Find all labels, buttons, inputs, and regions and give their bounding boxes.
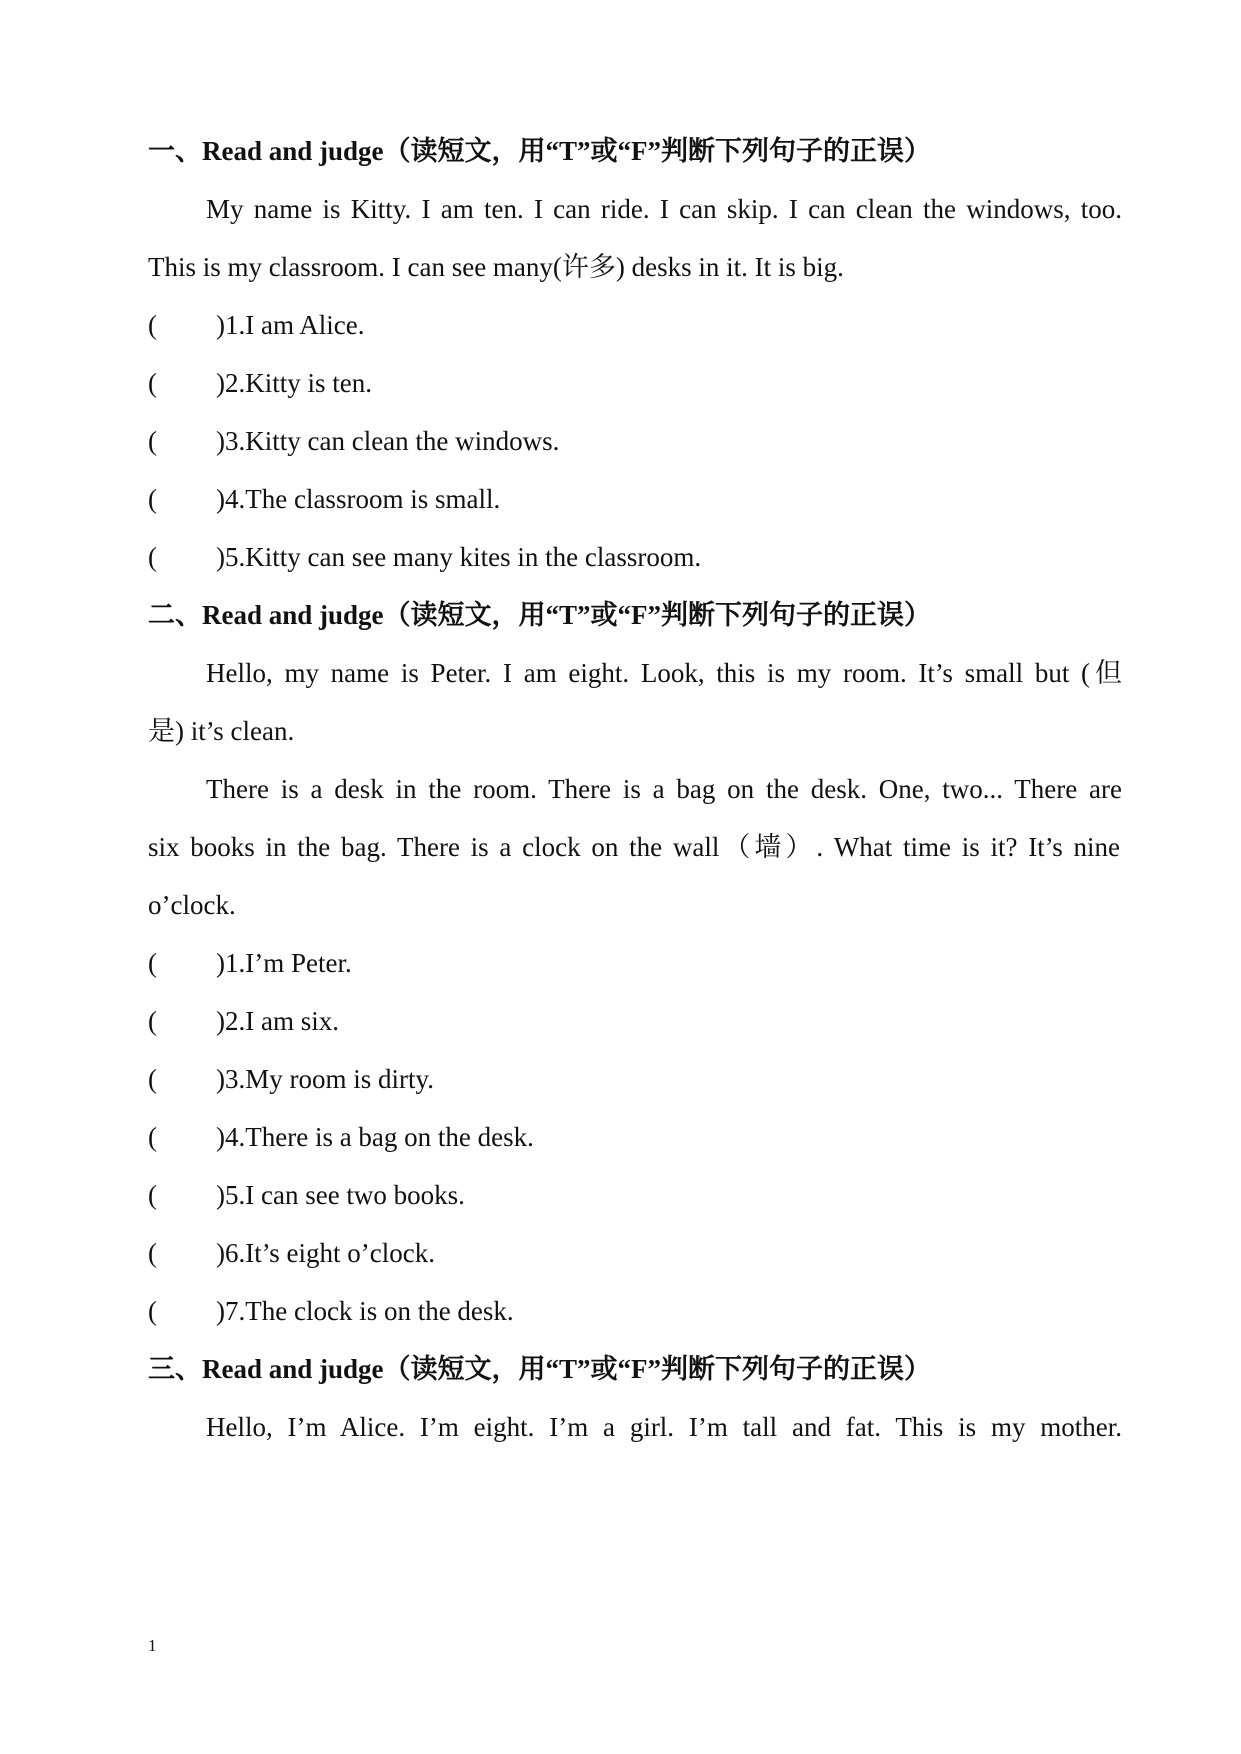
section-1-question-3: [148, 423, 1128, 459]
section-2-question-2: [148, 1003, 1128, 1039]
question-text: )1.I’m Peter.: [216, 948, 352, 978]
section-2-heading: 二、Read and judge（读短文，用“T”或“F”判断下列句子的正误）: [148, 600, 932, 630]
section-2-question-7: [148, 1293, 1128, 1329]
answer-blank[interactable]: (: [148, 310, 157, 340]
answer-blank[interactable]: (: [148, 542, 157, 572]
section-2-question-1: [148, 945, 1128, 981]
section-1-question-5: [148, 539, 1128, 575]
section-1-question-4: [148, 481, 1128, 517]
answer-blank[interactable]: (: [148, 1238, 157, 1268]
section-2-passage-line-2: 是) it’s clean.: [148, 716, 295, 746]
question-text: )6.It’s eight o’clock.: [216, 1238, 435, 1268]
answer-blank[interactable]: (: [148, 1006, 157, 1036]
answer-blank[interactable]: (: [148, 484, 157, 514]
answer-blank[interactable]: (: [148, 1180, 157, 1210]
answer-blank[interactable]: (: [148, 368, 157, 398]
question-text: )7.The clock is on the desk.: [216, 1296, 514, 1326]
section-2-passage-line-4: six books in the bag. There is a clock on the wall（墙）. What time is it? It’s nine: [148, 832, 1120, 862]
question-text: )4.The classroom is small.: [216, 484, 501, 514]
section-2-passage-line-3: There is a desk in the room. There is a bag on the desk. One, two... There are: [206, 774, 1122, 804]
question-text: )5.Kitty can see many kites in the classroom.: [216, 542, 702, 572]
section-2-question-6: [148, 1235, 1128, 1271]
answer-blank[interactable]: (: [148, 426, 157, 456]
section-2-question-4: [148, 1119, 1128, 1155]
section-2-passage-line-5: o’clock.: [148, 890, 236, 920]
section-1-passage-line-1: My name is Kitty. I am ten. I can ride. I can skip. I can clean the windows, too.: [206, 194, 1122, 224]
answer-blank[interactable]: (: [148, 1296, 157, 1326]
question-text: )3.My room is dirty.: [216, 1064, 434, 1094]
question-text: )2.Kitty is ten.: [216, 368, 372, 398]
section-1-question-1: [148, 307, 1128, 343]
section-1-heading: 一、Read and judge（读短文，用“T”或“F”判断下列句子的正误）: [148, 136, 932, 166]
section-3-heading: 三、Read and judge（读短文，用“T”或“F”判断下列句子的正误）: [148, 1354, 932, 1384]
question-text: )3.Kitty can clean the windows.: [216, 426, 560, 456]
section-1-question-2: [148, 365, 1128, 401]
question-text: )4.There is a bag on the desk.: [216, 1122, 534, 1152]
section-2-question-5: [148, 1177, 1128, 1213]
section-3-passage-line-1: Hello, I’m Alice. I’m eight. I’m a girl. I’m tall and fat. This is my mother.: [206, 1412, 1122, 1442]
section-2-question-3: [148, 1061, 1128, 1097]
answer-blank[interactable]: (: [148, 1064, 157, 1094]
page-number: 1: [148, 1636, 157, 1655]
answer-blank[interactable]: (: [148, 948, 157, 978]
question-text: )1.I am Alice.: [216, 310, 365, 340]
answer-blank[interactable]: (: [148, 1122, 157, 1152]
question-text: )5.I can see two books.: [216, 1180, 465, 1210]
section-2-passage-line-1: Hello, my name is Peter. I am eight. Look, this is my room. It’s small but (但: [206, 658, 1122, 688]
question-text: )2.I am six.: [216, 1006, 339, 1036]
section-1-passage-line-2: This is my classroom. I can see many(许多) desks in it. It is big.: [148, 252, 844, 282]
